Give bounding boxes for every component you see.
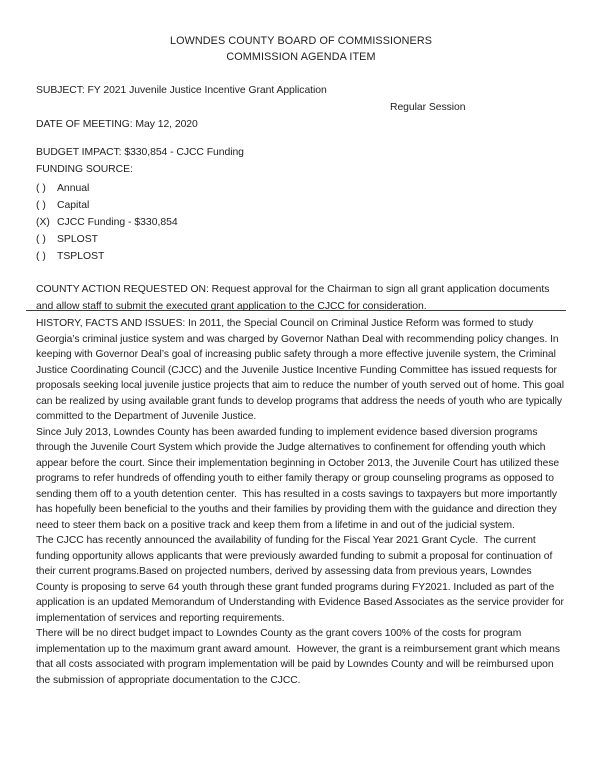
budget-impact-line: BUDGET IMPACT: $330,854 - CJCC Funding — [36, 147, 244, 158]
document-header — [36, 0, 566, 65]
header-title-line1: LOWNDES COUNTY BOARD OF COMMISSIONERS — [169, 35, 433, 47]
county-action-paragraph: COUNTY ACTION REQUESTED ON: Request approval for the Chairman to sign all grant application documents and allow staff to submit the executed grant application to the CJCC for consideration. — [36, 284, 553, 312]
session-type-label: Regular Session — [390, 102, 466, 113]
funding-option-label: Capital — [57, 200, 90, 211]
checkbox-mark: ( ) — [36, 200, 46, 211]
funding-option-capital — [36, 197, 566, 214]
page-content — [36, 0, 566, 688]
funding-option-label: Annual — [57, 183, 90, 194]
funding-option-label: SPLOST — [57, 234, 98, 245]
checkbox-mark-checked: (X) — [36, 217, 50, 228]
funding-option-annual — [36, 180, 566, 197]
history-facts-issues-section — [36, 316, 566, 688]
checkbox-mark: ( ) — [36, 234, 46, 245]
budget-section — [36, 144, 566, 178]
funding-option-cjcc — [36, 214, 566, 231]
history-paragraph: Since July 2013, Lowndes County has been awarded funding to implement evidence based diversion programs through the Juvenile Court System which provide the Judge alternatives to confinement for offending youth which appear before the court. Since their implementation beginning in October 2013, the Juvenile Court has utilized these programs to refer hundreds of offending youth to either family therapy or group counseling programs as opposed to sending them off to a youth detention center. This has resulted in a costs savings to taxpayers but more importantly has hopefully been beneficial to the youths and their families by providing them with the guidance and direction they need to steer them back on a positive track and keep them from a lifetime in and out of the judicial system. — [36, 426, 562, 531]
subject-section — [36, 82, 566, 133]
funding-option-label: TSPLOST — [57, 251, 105, 262]
funding-source-heading: FUNDING SOURCE: — [36, 164, 133, 175]
funding-options-list — [36, 180, 566, 265]
history-paragraph: HISTORY, FACTS AND ISSUES: In 2011, the Special Council on Criminal Justice Reform was formed to study Georgia’s criminal justice system and was charged by Governor Nathan Deal with recommending policy changes. In keeping with Governor Deal’s goal of increasing public safety through a more effective juvenile system, the Criminal Justice Coordinating Council (CJCC) and the Juvenile Justice Incentive Funding Committee has issued requests for proposals seeking local juvenile justice projects that aim to reduce the number of youth served out of home. This goal can be realized by using available grant funds to develop programs that address the needs of youth who are typically committed to the Department of Juvenile Justice. — [36, 318, 567, 422]
header-title-line2: COMMISSION AGENDA ITEM — [226, 51, 376, 63]
history-paragraph: The CJCC has recently announced the availability of funding for the Fiscal Year 2021 Grant Cycle. The current funding opportunity allows applicants that were previously awarded funding to submit a proposal for continuation of their current programs.Based on projected numbers, derived by assessing data from previous years, Lowndes County is proposing to serve 64 youth through these grant funded programs during FY2021. Included as part of the application is an updated Memorandum of Understanding with Evidence Based Associates as the service provider for implementation of services and reporting requirements. — [36, 535, 567, 624]
checkbox-mark: ( ) — [36, 183, 46, 194]
checkbox-mark: ( ) — [36, 251, 46, 262]
funding-option-splost — [36, 231, 566, 248]
funding-option-label: CJCC Funding - $330,854 — [57, 217, 178, 228]
funding-option-tsplost — [36, 248, 566, 265]
subject-line: SUBJECT: FY 2021 Juvenile Justice Incentive Grant Application — [36, 85, 327, 96]
meeting-date-line: DATE OF MEETING: May 12, 2020 — [36, 119, 198, 130]
history-paragraph: There will be no direct budget impact to Lowndes County as the grant covers 100% of the costs for program implementation up to the maximum grant award amount. However, the grant is a reimbursement grant which means that all costs associated with program implementation will be paid by Lowndes County and will be reimbursed upon the submission of appropriate documentation to the CJCC. — [36, 628, 563, 686]
